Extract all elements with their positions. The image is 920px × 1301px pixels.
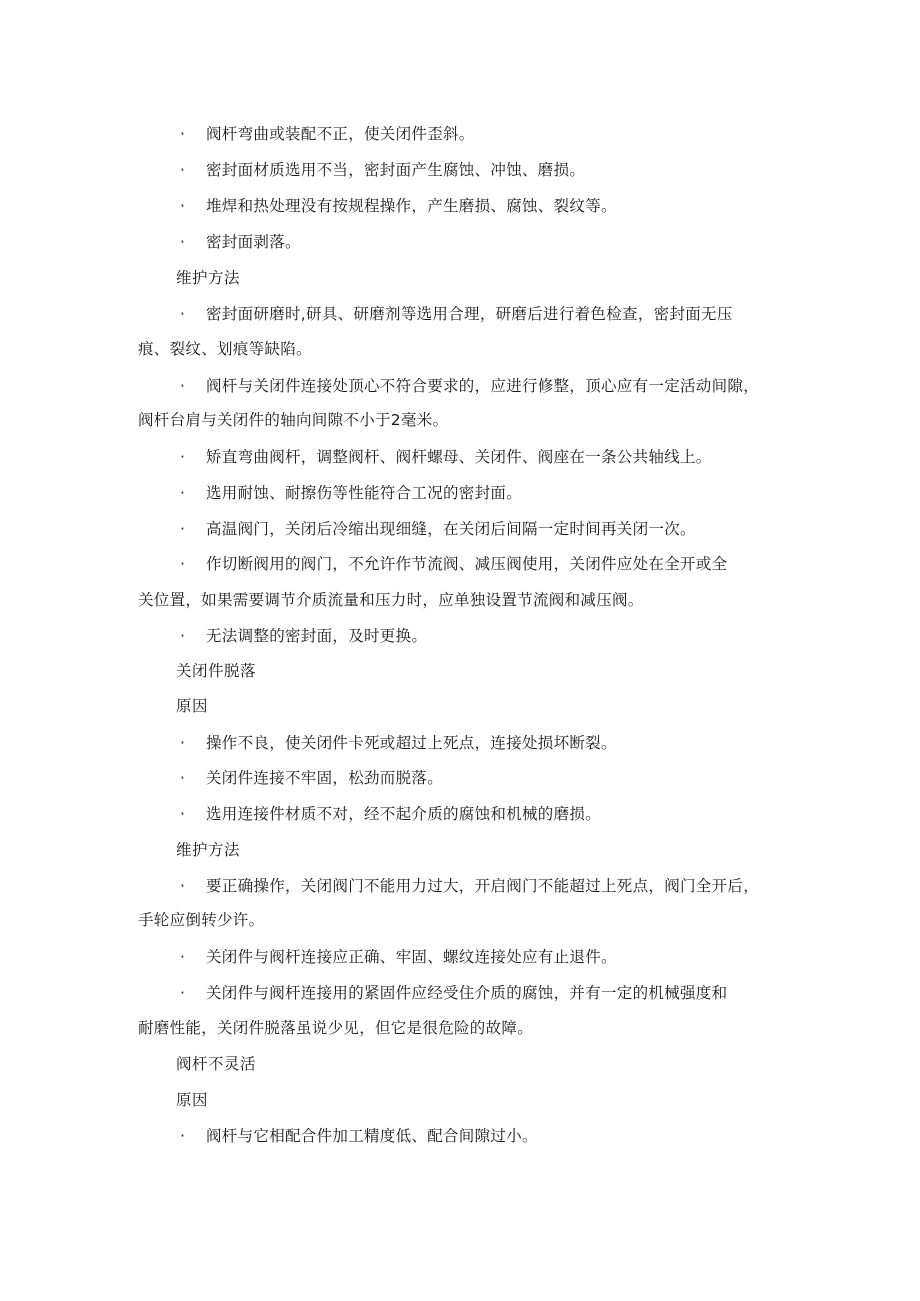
list-item-text: 密封面研磨时,研具、研磨剂等选用合理，研磨后进行着色检查，密封面无压	[206, 305, 733, 323]
bullet-icon: ·	[180, 377, 186, 395]
bullet-icon: ·	[180, 877, 186, 895]
list-item-text: 要正确操作，关闭阀门不能用力过大，开启阀门不能超过上死点，阀门全开后，	[206, 877, 760, 895]
list-item-text: 无法调整的密封面，及时更换。	[206, 627, 428, 645]
list-item	[180, 947, 617, 967]
list-item	[180, 376, 759, 396]
list-item	[180, 768, 443, 788]
bullet-icon: ·	[180, 448, 186, 466]
list-item-text: 密封面剥落。	[206, 233, 301, 251]
section-heading: 阀杆不灵活	[176, 1055, 257, 1073]
bullet-icon: ·	[180, 484, 186, 502]
bullet-icon: ·	[180, 734, 186, 752]
list-item	[180, 983, 727, 1003]
list-item	[180, 519, 696, 539]
list-item	[180, 733, 617, 753]
list-item-continuation: 关位置，如果需要调节介质流量和压力时，应单独设置节流阀和减压阀。	[138, 591, 644, 609]
list-item-text: 堆焊和热处理没有按规程操作，产生磨损、腐蚀、裂纹等。	[206, 197, 617, 215]
list-item	[180, 160, 585, 180]
list-item	[180, 804, 601, 824]
list-item-text: 阀杆与它相配合件加工精度低、配合间隙过小。	[206, 1127, 538, 1145]
bullet-icon: ·	[180, 125, 186, 143]
list-item	[180, 483, 522, 503]
bullet-icon: ·	[180, 161, 186, 179]
list-item	[180, 196, 617, 216]
subsection-heading: 原因	[176, 697, 209, 715]
list-item-continuation: 阀杆台肩与关闭件的轴向间隙不小于2毫米。	[138, 411, 449, 429]
list-item-text: 高温阀门，关闭后冷缩出现细缝，在关闭后间隔一定时间再关闭一次。	[206, 520, 696, 538]
list-item	[180, 626, 427, 646]
bullet-icon: ·	[180, 805, 186, 823]
section-heading: 维护方法	[176, 841, 241, 859]
list-item-text: 操作不良，使关闭件卡死或超过上死点，连接处损坏断裂。	[206, 734, 617, 752]
list-item-continuation: 痕、裂纹、划痕等缺陷。	[138, 340, 312, 358]
list-item	[180, 232, 301, 252]
bullet-icon: ·	[180, 305, 186, 323]
bullet-icon: ·	[180, 555, 186, 573]
list-item-text: 选用连接件材质不对，经不起介质的腐蚀和机械的磨损。	[206, 805, 602, 823]
bullet-icon: ·	[180, 769, 186, 787]
list-item-text: 作切断阀用的阀门，不允许作节流阀、减压阀使用，关闭件应处在全开或全	[206, 555, 728, 573]
section-heading: 关闭件脱落	[176, 662, 257, 680]
list-item-text: 关闭件与阀杆连接应正确、牢固、螺纹连接处应有止退件。	[206, 948, 617, 966]
list-item-text: 选用耐蚀、耐擦伤等性能符合工况的密封面。	[206, 484, 523, 502]
section-heading: 维护方法	[176, 269, 241, 287]
list-item	[180, 876, 759, 896]
bullet-icon: ·	[180, 1127, 186, 1145]
subsection-heading: 原因	[176, 1091, 209, 1109]
list-item-text: 阀杆与关闭件连接处顶心不符合要求的，应进行修整，顶心应有一定活动间隙，	[206, 377, 760, 395]
bullet-icon: ·	[180, 520, 186, 538]
list-item-text: 阀杆弯曲或装配不正，使关闭件歪斜。	[206, 125, 475, 143]
bullet-icon: ·	[180, 233, 186, 251]
list-item	[180, 124, 475, 144]
list-item	[180, 304, 733, 324]
bullet-icon: ·	[180, 948, 186, 966]
list-item-text: 矫直弯曲阀杆，调整阀杆、阀杆螺母、关闭件、阀座在一条公共轴线上。	[206, 448, 712, 466]
list-item-text: 关闭件连接不牢固，松劲而脱落。	[206, 769, 444, 787]
list-item-text: 密封面材质选用不当，密封面产生腐蚀、冲蚀、磨损。	[206, 161, 586, 179]
list-item	[180, 554, 727, 574]
bullet-icon: ·	[180, 984, 186, 1002]
bullet-icon: ·	[180, 197, 186, 215]
list-item-continuation: 耐磨性能，关闭件脱落虽说少见，但它是很危险的故障。	[138, 1019, 534, 1037]
list-item-text: 关闭件与阀杆连接用的紧固件应经受住介质的腐蚀，并有一定的机械强度和	[206, 984, 728, 1002]
list-item	[180, 1126, 538, 1146]
list-item	[180, 447, 712, 467]
bullet-icon: ·	[180, 627, 186, 645]
list-item-continuation: 手轮应倒转少许。	[138, 911, 265, 929]
